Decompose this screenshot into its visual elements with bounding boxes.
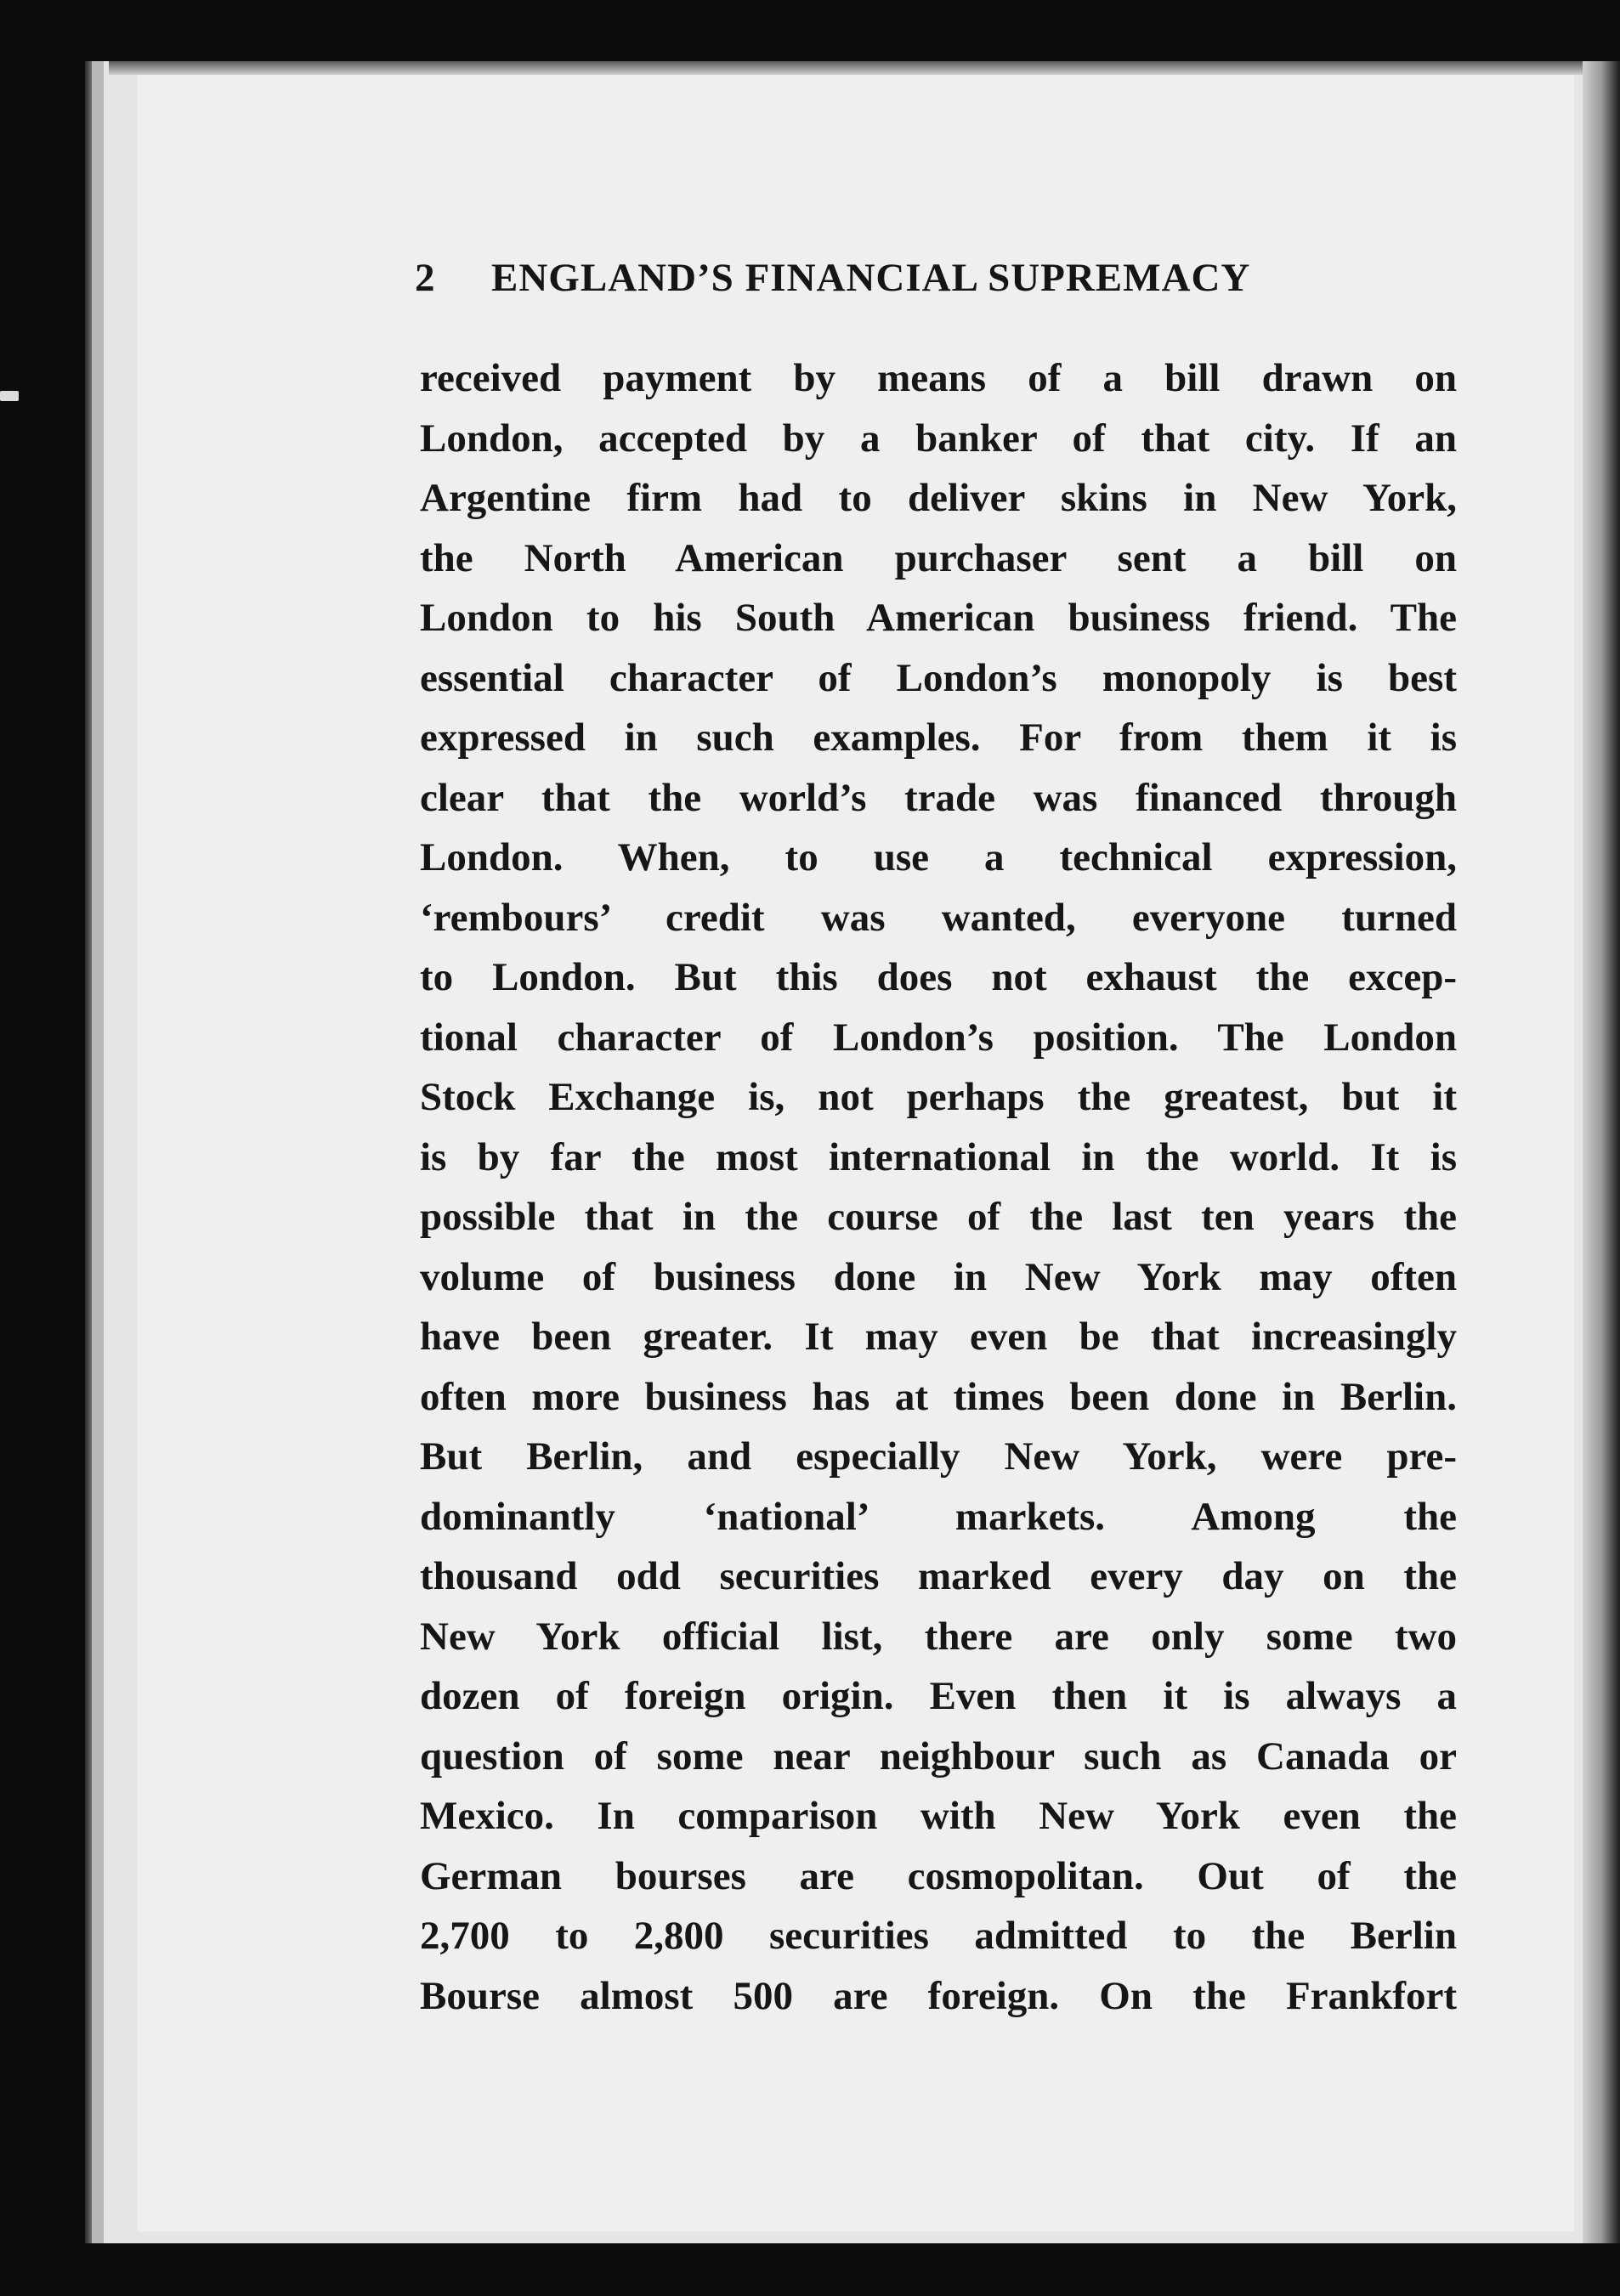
text-line: possible that in the course of the last ten years the: [420, 1195, 1457, 1239]
page-top-edge: [109, 61, 1583, 75]
text-line: ‘rembours’ credit was wanted, everyone turned: [420, 895, 1457, 940]
page-right-edge: [1583, 61, 1620, 2243]
running-title: ENGLAND’S FINANCIAL SUPREMACY: [491, 256, 1251, 300]
text-line: dozen of foreign origin. Even then it is always a: [420, 1674, 1457, 1718]
body-text: [420, 348, 1457, 2026]
text-line: New York official list, there are only some two: [420, 1614, 1457, 1659]
text-line: 2,700 to 2,800 securities admitted to the Berlin: [420, 1914, 1457, 1958]
text-line: Mexico. In comparison with New York even the: [420, 1794, 1457, 1838]
text-line: London, accepted by a banker of that city. If an: [420, 416, 1457, 461]
text-line: German bourses are cosmopolitan. Out of the: [420, 1853, 1457, 1898]
text-line: is by far the most international in the world. It is: [420, 1134, 1457, 1179]
margin-mark: [0, 391, 19, 401]
text-line: clear that the world’s trade was financed through: [420, 775, 1457, 820]
text-line: But Berlin, and especially New York, were pre-: [420, 1434, 1457, 1479]
text-line: Bourse almost 500 are foreign. On the Frankfort: [420, 1973, 1457, 2018]
text-line: London. When, to use a technical expression,: [420, 835, 1457, 879]
text-line: often more business has at times been done in Berlin.: [420, 1374, 1457, 1419]
page-number: 2: [415, 256, 436, 300]
text-line: London to his South American business friend. The: [420, 596, 1457, 640]
text-line: expressed in such examples. For from them it is: [420, 715, 1457, 760]
text-line: thousand odd securities marked every day on the: [420, 1554, 1457, 1598]
running-header: [415, 255, 1435, 301]
text-line: question of some near neighbour such as Canada or: [420, 1733, 1457, 1779]
text-line: received payment by means of a bill drawn on: [420, 356, 1457, 400]
text-line: have been greater. It may even be that increasingly: [420, 1315, 1457, 1359]
text-line: dominantly ‘national’ markets. Among the: [420, 1494, 1457, 1539]
text-line: the North American purchaser sent a bill on: [420, 535, 1457, 580]
text-line: to London. But this does not exhaust the excep-: [420, 955, 1457, 999]
text-line: Argentine firm had to deliver skins in New York,: [420, 476, 1457, 520]
text-line: volume of business done in New York may often: [420, 1254, 1457, 1299]
text-line: tional character of London’s position. The London: [420, 1015, 1457, 1060]
text-line: Stock Exchange is, not perhaps the greatest, but it: [420, 1075, 1457, 1119]
text-line: essential character of London’s monopoly is best: [420, 655, 1457, 700]
